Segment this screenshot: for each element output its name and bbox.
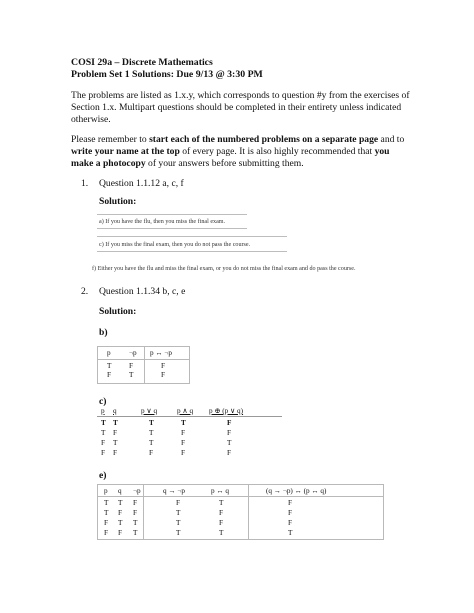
table-cell: T [133, 529, 138, 537]
table-cell: F [133, 509, 137, 517]
table-cell: T [149, 429, 154, 437]
table-header: p ↔ ¬p [150, 349, 173, 357]
table-cell: T [104, 499, 109, 507]
table-cell: T [101, 429, 106, 437]
intro-emphasis: make a photocopy [71, 158, 146, 169]
intro-paragraph-1 [71, 90, 410, 126]
table-cell: F [104, 519, 108, 527]
table-cell: T [181, 419, 186, 427]
table-cell: F [227, 429, 231, 437]
column-separator [144, 347, 145, 383]
table-cell: F [161, 371, 165, 379]
solution-heading: Solution: [99, 306, 137, 317]
truth-table-c [97, 406, 282, 460]
answer-a: a) If you have the flu, then you miss the final exam. [99, 219, 226, 225]
divider [97, 251, 287, 252]
table-cell: T [176, 509, 181, 517]
answer-c: c) If you miss the final exam, then you do not pass the course. [99, 242, 251, 248]
table-header: p ∨ q [141, 407, 158, 415]
table-cell: F [118, 529, 122, 537]
question-number: 2. [81, 286, 89, 297]
column-separator [143, 485, 144, 539]
divider [97, 236, 287, 237]
table-cell: T [176, 519, 181, 527]
table-cell: F [181, 429, 185, 437]
table-cell: F [101, 449, 105, 457]
table-header: p [104, 487, 108, 495]
table-header: q [118, 487, 122, 495]
table-cell: T [107, 362, 112, 370]
table-header: ¬p [133, 487, 141, 495]
divider [97, 228, 247, 229]
header-rule [98, 496, 383, 497]
intro-line: otherwise. [71, 114, 111, 125]
table-cell: F [176, 499, 180, 507]
table-cell: F [288, 519, 292, 527]
table-cell: F [181, 439, 185, 447]
question-label: Question 1.1.12 a, c, f [99, 178, 184, 189]
table-cell: T [118, 519, 123, 527]
table-cell: F [113, 449, 117, 457]
intro-emphasis: start each of the numbered problems on a separate page [149, 134, 379, 145]
question-label: Question 1.1.34 b, c, e [99, 286, 186, 297]
table-header: q → ¬p [163, 487, 186, 495]
question-number: 1. [81, 178, 89, 189]
table-cell: F [129, 362, 133, 370]
table-cell: F [219, 509, 223, 517]
part-label-e: e) [99, 470, 107, 481]
table-cell: F [133, 499, 137, 507]
divider [97, 214, 247, 215]
table-cell: T [101, 419, 106, 427]
intro-text: of every page. It is also highly recommended that [179, 146, 375, 157]
intro-line: Section 1.x. Multipart questions should be completed in their entirety unless indicated [71, 102, 402, 113]
solution-heading: Solution: [99, 196, 137, 207]
table-header: (q → ¬p) ↔ (p ↔ q) [266, 487, 327, 495]
table-cell: F [219, 519, 223, 527]
table-cell: T [133, 519, 138, 527]
part-label-b: b) [99, 327, 108, 338]
table-header: ¬p [129, 349, 137, 357]
table-cell: F [113, 429, 117, 437]
table-header: p [101, 407, 105, 415]
table-cell: F [118, 509, 122, 517]
table-cell: T [219, 499, 224, 507]
table-cell: T [113, 419, 118, 427]
table-header: p ↔ q [211, 487, 229, 495]
table-header: p ∧ q [177, 407, 194, 415]
table-cell: F [107, 371, 111, 379]
table-cell: T [219, 529, 224, 537]
answer-f: f) Either you have the flu and miss the final exam, or you do not miss the final exam and do pass the course. [92, 266, 356, 272]
document-subtitle: Problem Set 1 Solutions: Due 9/13 @ 3:30 PM [71, 69, 263, 80]
table-header: p [107, 349, 111, 357]
document-title: COSI 29a – Discrete Mathematics [71, 57, 213, 68]
table-cell: T [149, 439, 154, 447]
header-rule [97, 416, 282, 417]
table-cell: T [176, 529, 181, 537]
table-cell: T [129, 371, 134, 379]
table-cell: F [101, 439, 105, 447]
table-cell: F [149, 449, 153, 457]
table-cell: F [104, 529, 108, 537]
table-cell: T [118, 499, 123, 507]
part-label-c: c) [99, 396, 107, 407]
intro-text: Please remember to [71, 134, 150, 145]
table-cell: F [227, 449, 231, 457]
table-cell: T [104, 509, 109, 517]
column-separator [248, 485, 249, 539]
table-cell: T [149, 419, 154, 427]
table-cell: T [227, 439, 232, 447]
table-header: p ⊕ (p ∨ q) [209, 407, 244, 415]
intro-line: The problems are listed as 1.x.y, which corresponds to question #y from the exercises of [71, 90, 410, 101]
table-cell: F [161, 362, 165, 370]
truth-table-e [97, 484, 384, 540]
table-cell: F [227, 419, 232, 427]
table-cell: T [113, 439, 118, 447]
intro-emphasis: you [374, 146, 390, 157]
table-cell: F [181, 449, 185, 457]
table-cell: T [288, 529, 293, 537]
truth-table-b [97, 346, 190, 384]
table-cell: F [288, 509, 292, 517]
intro-text: and to [378, 134, 405, 145]
table-header: q [113, 407, 117, 415]
intro-text: of your answers before submitting them. [145, 158, 304, 169]
intro-paragraph-2 [71, 134, 404, 170]
intro-emphasis: write your name at the top [71, 146, 180, 157]
table-cell: F [288, 499, 292, 507]
header-rule [98, 359, 189, 360]
